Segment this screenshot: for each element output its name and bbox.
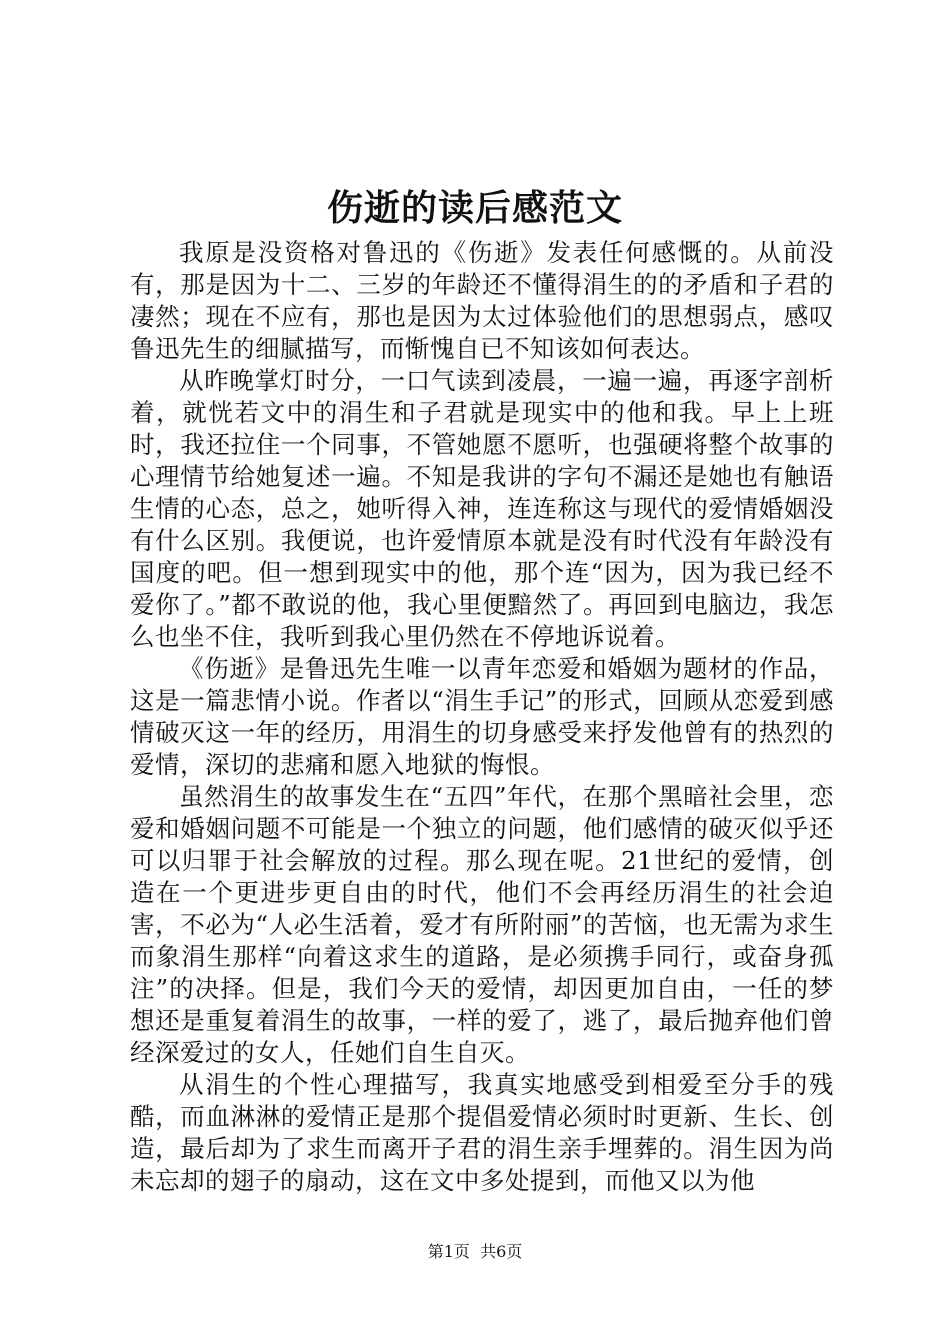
paragraph-4: 虽然涓生的故事发生在“五四”年代，在那个黑暗社会里，恋爱和婚姻问题不可能是一个独立的问题，他们感情的破灭似乎还可以归罪于社会解放的过程。那么现在呢。21世纪的爱情，创造在一个更进步更自由的时代，他们不会再经历涓生的社会迫害，不必为“人必生活着，爱才有所附丽”的苦恼，也无需为求生而象涓生那样“向着这求生的道路，是必须携手同行，或奋身孤注”的决择。但是，我们今天的爱情，却因更加自由，一任的梦想还是重复着涓生的故事，一样的爱了，逃了，最后抛弃他们曾经深爱过的女人，任她们自生自灭。 [130, 782, 834, 1067]
document-title: 伤逝的读后感范文 [326, 187, 623, 229]
document-body [130, 237, 834, 1197]
page-number-label: 第1页 共6页 [427, 1242, 523, 1261]
paragraph-1: 我原是没资格对鲁迅的《伤逝》发表任何感慨的。从前没有，那是因为十二、三岁的年龄还不懂得涓生的的矛盾和子君的凄然；现在不应有，那也是因为太过体验他们的思想弱点，感叹鲁迅先生的细腻描写，而惭愧自已不知该如何表达。 [130, 238, 834, 363]
paragraph-2: 从昨晚掌灯时分，一口气读到凌晨，一遍一遍，再逐字剖析着，就恍若文中的涓生和子君就是现实中的他和我。早上上班时，我还拉住一个同事，不管她愿不愿听，也强硬将整个故事的心理情节给她复述一遍。不知是我讲的字句不漏还是她也有触语生情的心态，总之，她听得入神，连连称这与现代的爱情婚姻没有什么区别。我便说，也许爱情原本就是没有时代没有年龄没有国度的吧。但一想到现实中的他，那个连“因为，因为我已经不爱你了。”都不敢说的他，我心里便黯然了。再回到电脑边，我怎么也坐不住，我听到我心里仍然在不停地诉说着。 [130, 366, 834, 651]
page-footer [0, 1241, 950, 1263]
paragraph-5: 从涓生的个性心理描写，我真实地感受到相爱至分手的残酷，而血淋淋的爱情正是那个提倡爱情必须时时更新、生长、创造，最后却为了求生而离开子君的涓生亲手埋葬的。涓生因为尚未忘却的翅子的扇动，这在文中多处提到，而他又以为他 [130, 1070, 834, 1195]
paragraph-3: 《伤逝》是鲁迅先生唯一以青年恋爱和婚姻为题材的作品，这是一篇悲情小说。作者以“涓生手记”的形式，回顾从恋爱到感情破灭这一年的经历，用涓生的切身感受来抒发他曾有的热烈的爱情，深切的悲痛和愿入地狱的悔恨。 [130, 654, 834, 779]
